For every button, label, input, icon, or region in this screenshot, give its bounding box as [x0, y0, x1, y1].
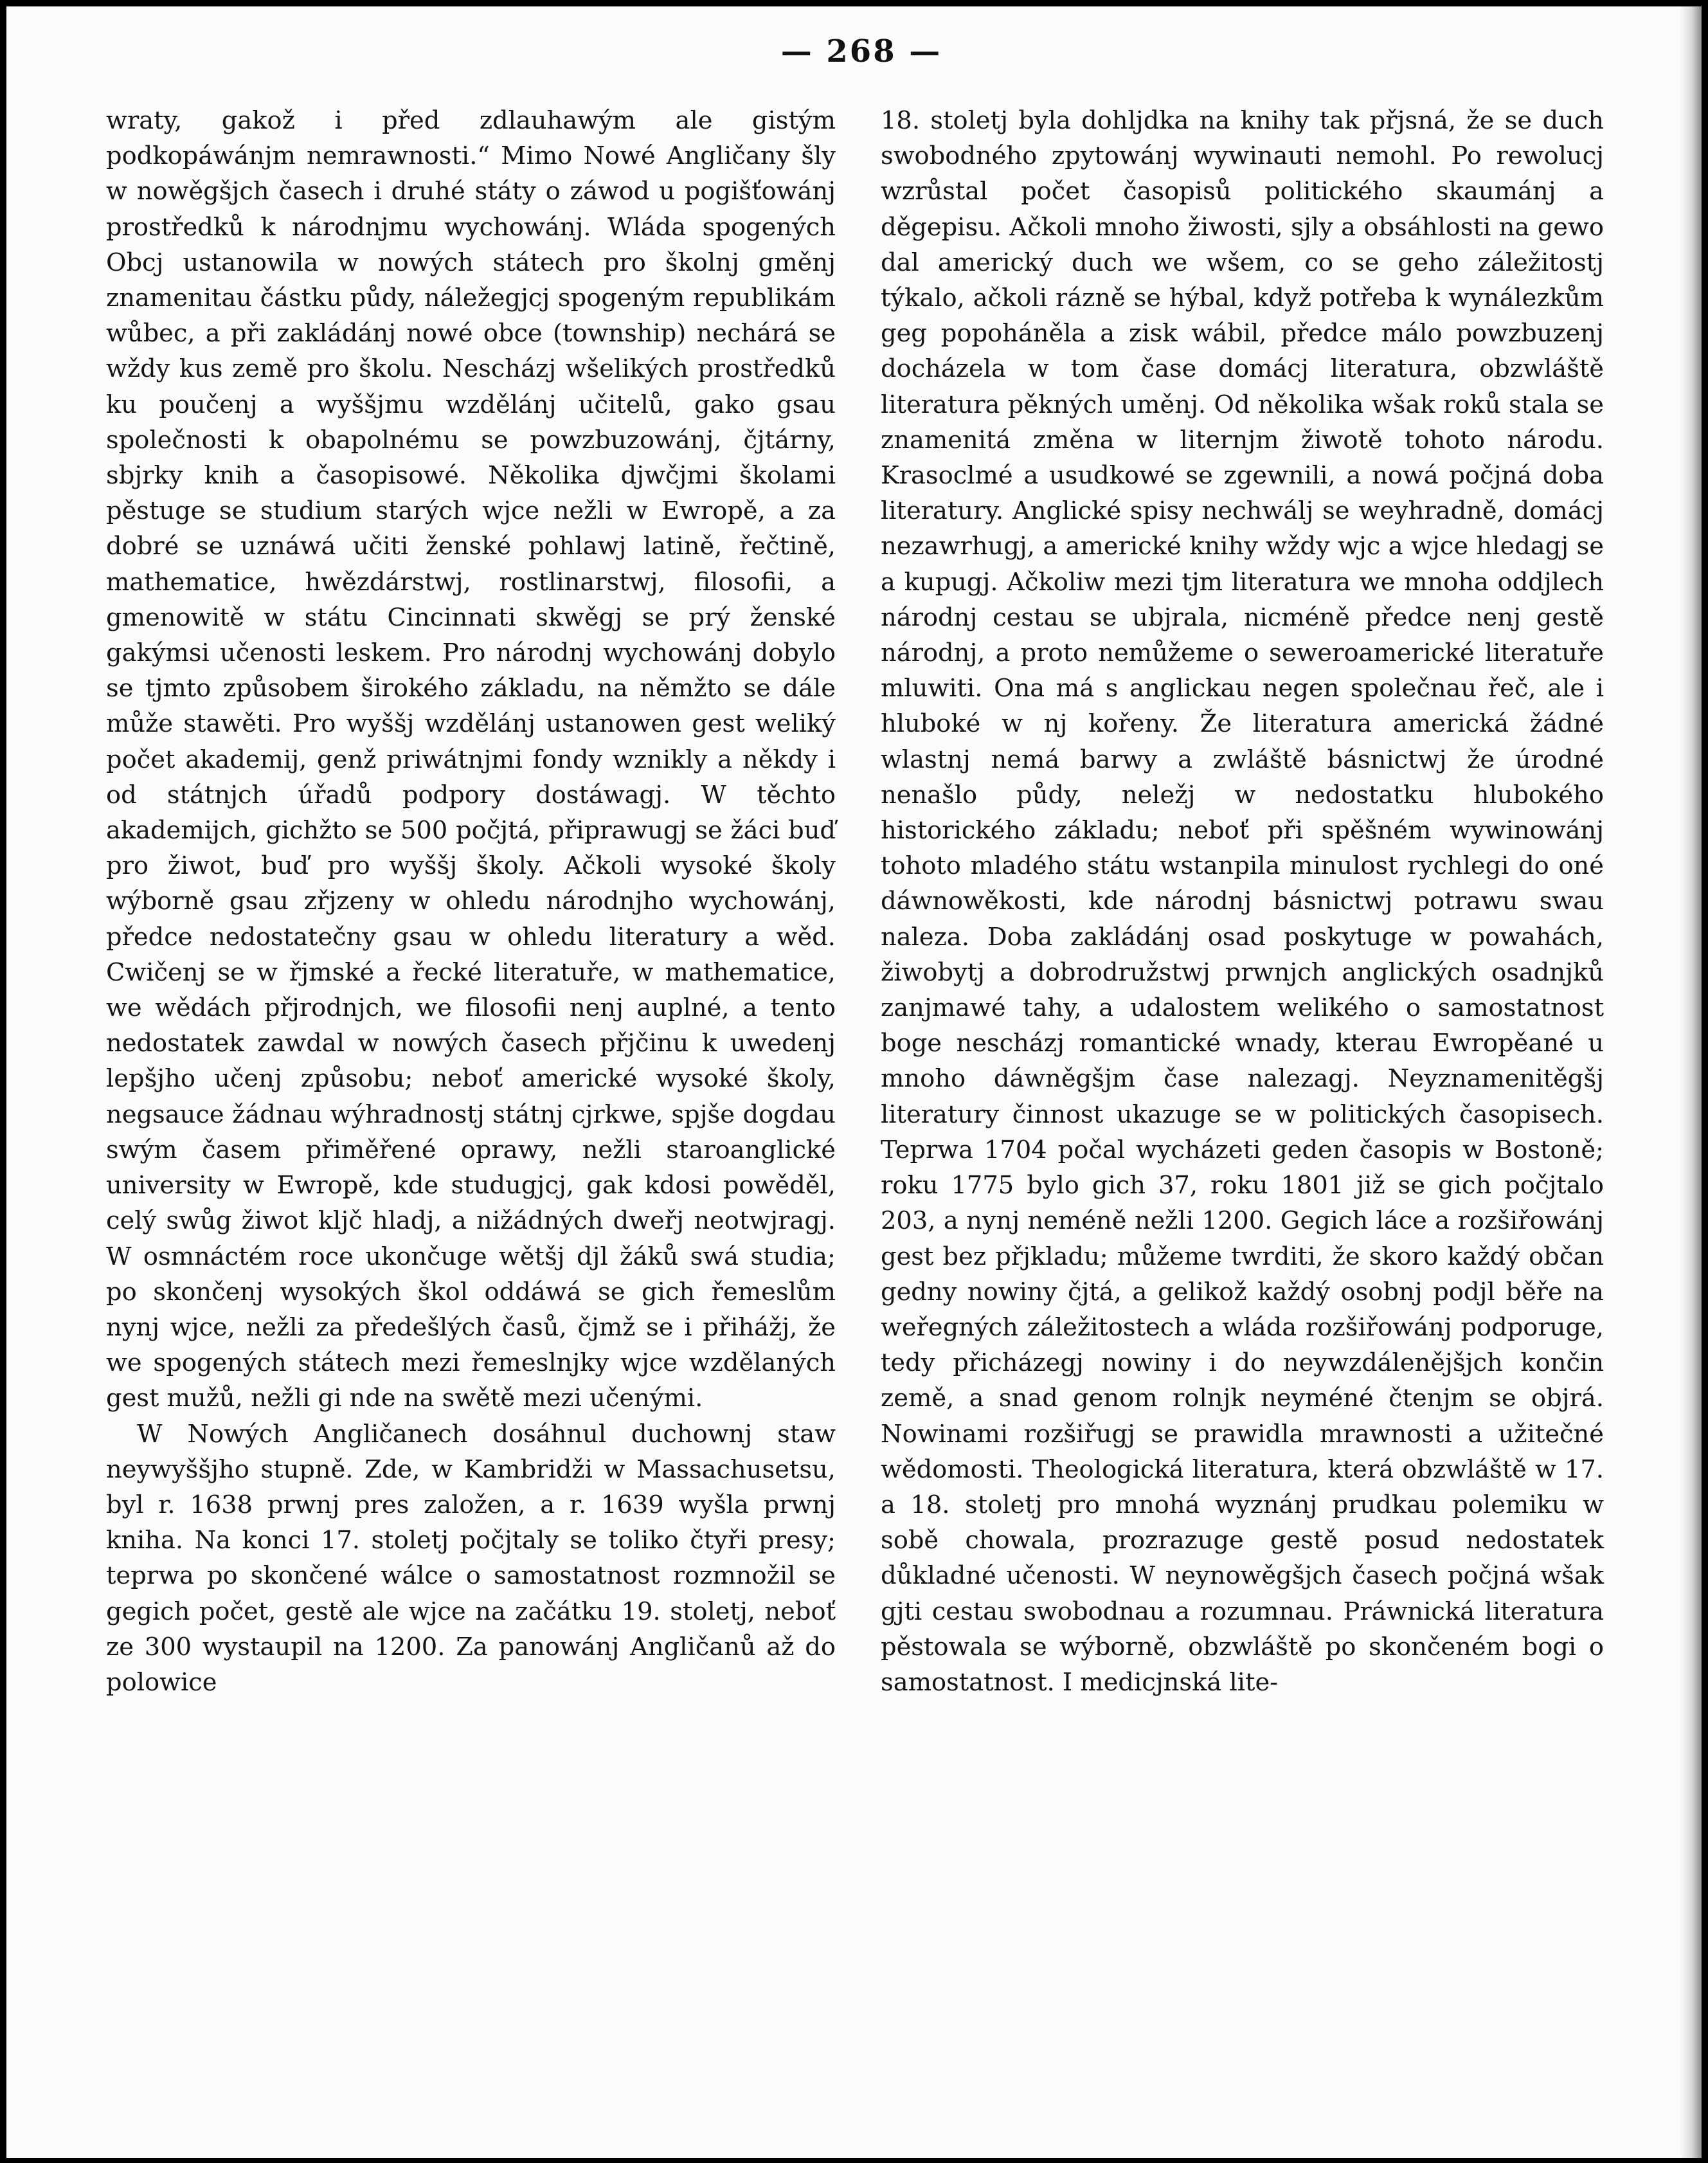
right-column [881, 103, 1604, 2109]
page-number: — 268 — [780, 33, 942, 69]
page-edge-shadow [1680, 6, 1702, 2158]
left-column [106, 103, 836, 2109]
left-paragraph-2: W Nowých Angličanech dosáhnul duchownj staw neywyššjho stupně. Zde, w Kambridži w Massachusetsu, byl r. 1638 prwnj pres založen, a r. 1639 wyšla prwnj kniha. Na konci 17. stoletj počjtaly se toliko čtyři presy; teprwa po skončené wálce o samostatnost rozmnožil se gegich počet, gestě ale wjce na začátku 19. stoletj, neboť ze 300 wystaupil na 1200. Za panowánj Angličanů až do polowice [106, 1419, 836, 1697]
book-page [6, 6, 1702, 2158]
right-paragraph-1: 18. stoletj byla dohljdka na knihy tak přjsná, že se duch swobodného zpytowánj wywinauti nemohl. Po rewolucj wzrůstal počet časopisů politického skaumánj a děgepisu. Ačkoli mnoho žiwosti, sjly a obsáhlosti na gewo dal americký duch we wšem, co se geho záležitostj týkalo, ačkoli rázně se hýbal, když potřeba k wynálezkům geg popoháněla a zisk wábil, předce málo powzbuzenj docházela w tom čase domácj literatura, obzwláště literatura pěkných uměnj. Od několika wšak roků stala se znamenitá změna w liternjm žiwotě tohoto národu. Krasoclmé a usudkowé se zgewnili, a nowá počjná doba literatury. Anglické spisy nechwálj se weyhradně, domácj nezawrhugj, a americké knihy wždy wjc a wjce hledagj se a kupugj. Ačkoliw mezi tjm literatura we mnoha oddjlech národnj cestau se ubjrala, nicméně předce nenj gestě národnj, a proto nemůžeme o seweroamerické literatuře mluwiti. Ona má s anglickau negen společnau řeč, ale i hluboké w nj kořeny. Že literatura americká žádné wlastnj nemá barwy a zwláště básnictwj že úrodné nenašlo půdy, neležj w nedostatku hlubokého historického základu; neboť při spěšném wywinowánj tohoto mladého státu wstanpila minulost rychlegi do oné dáwnowěkosti, kde národnj básnictwj potrawu swau naleza. Doba zakládánj osad poskytuge w powahách, žiwobytj a dobrodružstwj prwnjch anglických osadnjků zanjmawé tahy, a udalostem welikého o samostatnost boge nescházj romantické wnady, kterau Ewropěané u mnoho dáwněgšjm čase nalezagj. Neyznamenitěgšj literatury činnost ukazuge se w politických časopisech. Teprwa 1704 počal wycházeti geden časopis w Bostoně; roku 1775 bylo gich 37, roku 1801 již se gich počjtalo 203, a nynj neméně nežli 1200. Gegich láce a rozšiřowánj gest bez přjkladu; můžeme twrditi, že skoro každý občan gedny nowiny čjtá, a gelikož každý osobnj podjl běře na weřegných záležitostech a wláda rozšiřowánj podporuge, tedy přicházegj nowiny i do neywzdálenějšjch končin země, a snad genom rolnjk neyméné čtenjm se objrá. Nowinami rozšiřugj se prawidla mrawnosti a užitečné wědomosti. Theologická literatura, která obzwláště w 17. a 18. stoletj pro mnohá wyznánj prudkau polemiku w sobě chowala, prozrazuge gestě posud nedostatek důkladné učenosti. W neynowěgšjch časech počjná wšak gjti cestau swobodnau a rozumnau. Práwnická literatura pěstowala se wýborně, obzwláště po skončeném bogi o samostatnost. I medicjnská lite- [881, 106, 1604, 1697]
left-paragraph-1: wraty, gakož i před zdlauhawým ale gistým podkopáwánjm nemrawnosti.“ Mimo Nowé Angličany šly w nowěgšjch časech i druhé státy o záwod u pogišťowánj prostředků k národnjmu wychowánj. Wláda spogených Obcj ustanowila w nowých státech pro školnj gměnj znamenitau částku půdy, náležegjcj spogeným republikám wůbec, a při zakládánj nowé obce (township) nechárá se wždy kus země pro školu. Nescházj wšelikých prostředků ku poučenj a wyššjmu wzdělánj učitelů, gako gsau společnosti k obapolnému se powzbuzowánj, čjtárny, sbjrky knih a časopisowé. Několika djwčjmi školami pěstuge se studium starých wjce nežli w Ewropě, a za dobré se uznáwá učiti ženské pohlawj latině, řečtině, mathematice, hwězdárstwj, rostlinarstwj, filosofii, a gmenowitě w státu Cincinnati skwěgj se prý ženské gakýmsi učenosti leskem. Pro národnj wychowánj dobylo se tjmto způsobem širokého základu, na němžto se dále může stawěti. Pro wyššj wzdělánj ustanowen gest weliký počet akademij, genž priwátnjmi fondy wznikly a někdy i od státnjch úřadů podpory dostáwagj. W těchto akademijch, gichžto se 500 počjtá, připrawugj se žáci buď pro žiwot, buď pro wyššj školy. Ačkoli wysoké školy wýborně gsau zřjzeny w ohledu národnjho wychowánj, předce nedostatečny gsau w ohledu literatury a wěd. Cwičenj se w řjmské a řecké literatuře, w mathematice, we wědách přjrodnjch, we filosofii nenj auplné, a tento nedostatek zawdal w nowých časech přjčinu k uwedenj lepšjho učenj způsobu; neboť americké wysoké školy, negsauce žádnau wýhradnostj státnj cjrkwe, spjše dogdau swým časem přiměřené oprawy, nežli staroanglické university w Ewropě, kde studugjcj, gak kdosi powěděl, celý swůg žiwot kljč hladj, a nižádných dweřj neotwjragj. W osmnáctém roce ukončuge wětšj djl žáků swá studia; po skončenj wysokých škol oddáwá se gich řemeslům nynj wjce, nežli za předešlých časů, čjmž se i přihážj, že we spogených státech mezi řemeslnjky wjce wzdělaných gest mužů, nežli gi nde na swětě mezi učenými. [106, 106, 836, 1413]
